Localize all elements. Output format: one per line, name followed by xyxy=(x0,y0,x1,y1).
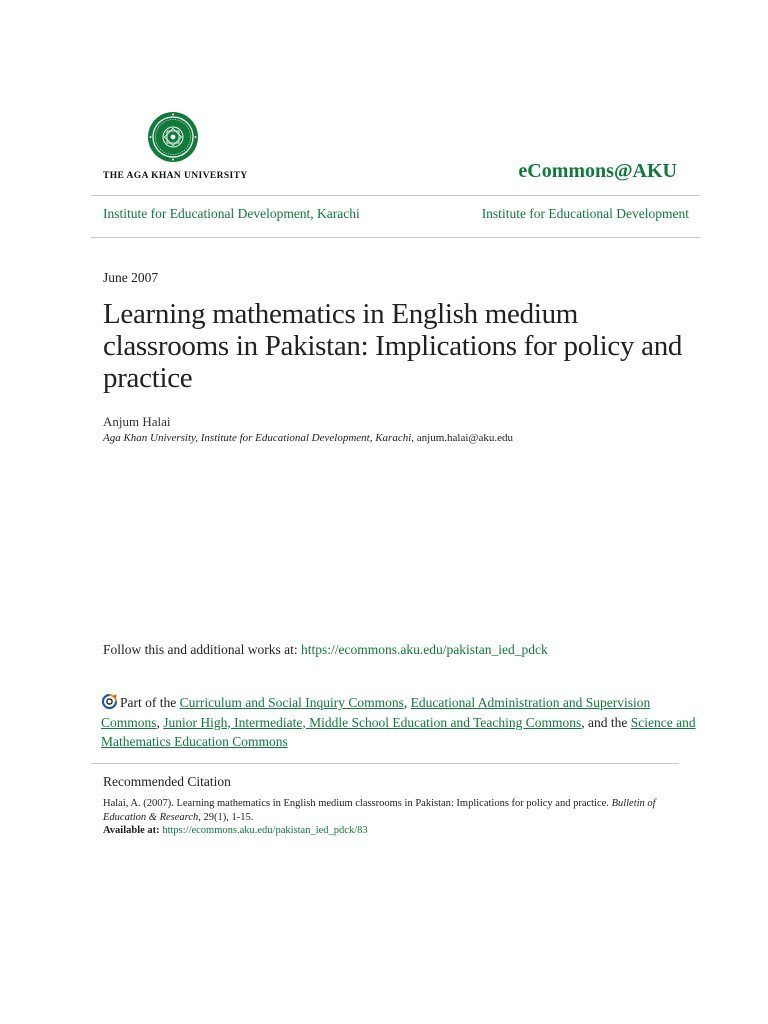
article-url-link[interactable]: https://ecommons.aku.edu/pakistan_ied_pdck/83 xyxy=(162,825,368,836)
part-of-separator: , xyxy=(403,695,411,710)
part-of-prefix: Part of the xyxy=(120,695,180,710)
citation-text xyxy=(103,797,663,838)
paper-title: Learning mathematics in English medium classrooms in Pakistan: Implications for policy and practice xyxy=(103,298,683,394)
commons-link-educational-administration[interactable]: Educational Administration and Supervision Commons xyxy=(101,695,651,730)
author-name: Anjum Halai xyxy=(103,414,171,429)
part-of-commons xyxy=(101,693,701,752)
citation-divider xyxy=(91,763,679,764)
institute-karachi-link[interactable]: Institute for Educational Development, Karachi xyxy=(103,206,360,221)
publication-date: June 2007 xyxy=(103,270,159,285)
repository-name[interactable]: eCommons@AKU xyxy=(518,160,677,182)
citation-journal: Bulletin of Education & Research xyxy=(103,798,656,823)
author-affiliation xyxy=(103,432,513,444)
commons-link-middle-school-education[interactable]: Junior High, Intermediate, Middle School Education and Teaching Commons xyxy=(163,714,582,730)
follow-line xyxy=(103,642,548,658)
author-email: anjum.halai@aku.edu xyxy=(416,432,514,444)
institute-link[interactable]: Institute for Educational Development xyxy=(481,206,689,221)
collection-url-link[interactable]: https://ecommons.aku.edu/pakistan_ied_pdck xyxy=(301,642,548,657)
recommended-citation-heading: Recommended Citation xyxy=(103,774,231,789)
citation-volume: , 29(1), 1-15. xyxy=(198,811,254,823)
affiliation-text: Aga Khan University, Institute for Educational Development, Karachi xyxy=(103,432,412,444)
university-name: THE AGA KHAN UNIVERSITY xyxy=(103,171,248,181)
part-of-separator: , and the xyxy=(581,714,631,730)
commons-link-science-math-education[interactable]: Science and Mathematics Education Commons xyxy=(101,714,696,749)
header-divider-bottom xyxy=(91,237,700,238)
part-of-separator: , xyxy=(156,714,164,730)
aga-khan-university-seal-icon xyxy=(147,111,199,163)
creative-commons-icon xyxy=(101,694,118,709)
affiliation-separator: , xyxy=(411,432,417,444)
header-divider-top xyxy=(91,195,700,196)
available-at-label: Available at: xyxy=(103,825,163,836)
follow-label: Follow this and additional works at: xyxy=(103,642,301,657)
citation-body: Halai, A. (2007). Learning mathematics in English medium classrooms in Pakistan: Implications for policy and practice. xyxy=(103,798,612,809)
commons-link-curriculum[interactable]: Curriculum and Social Inquiry Commons xyxy=(179,695,404,710)
